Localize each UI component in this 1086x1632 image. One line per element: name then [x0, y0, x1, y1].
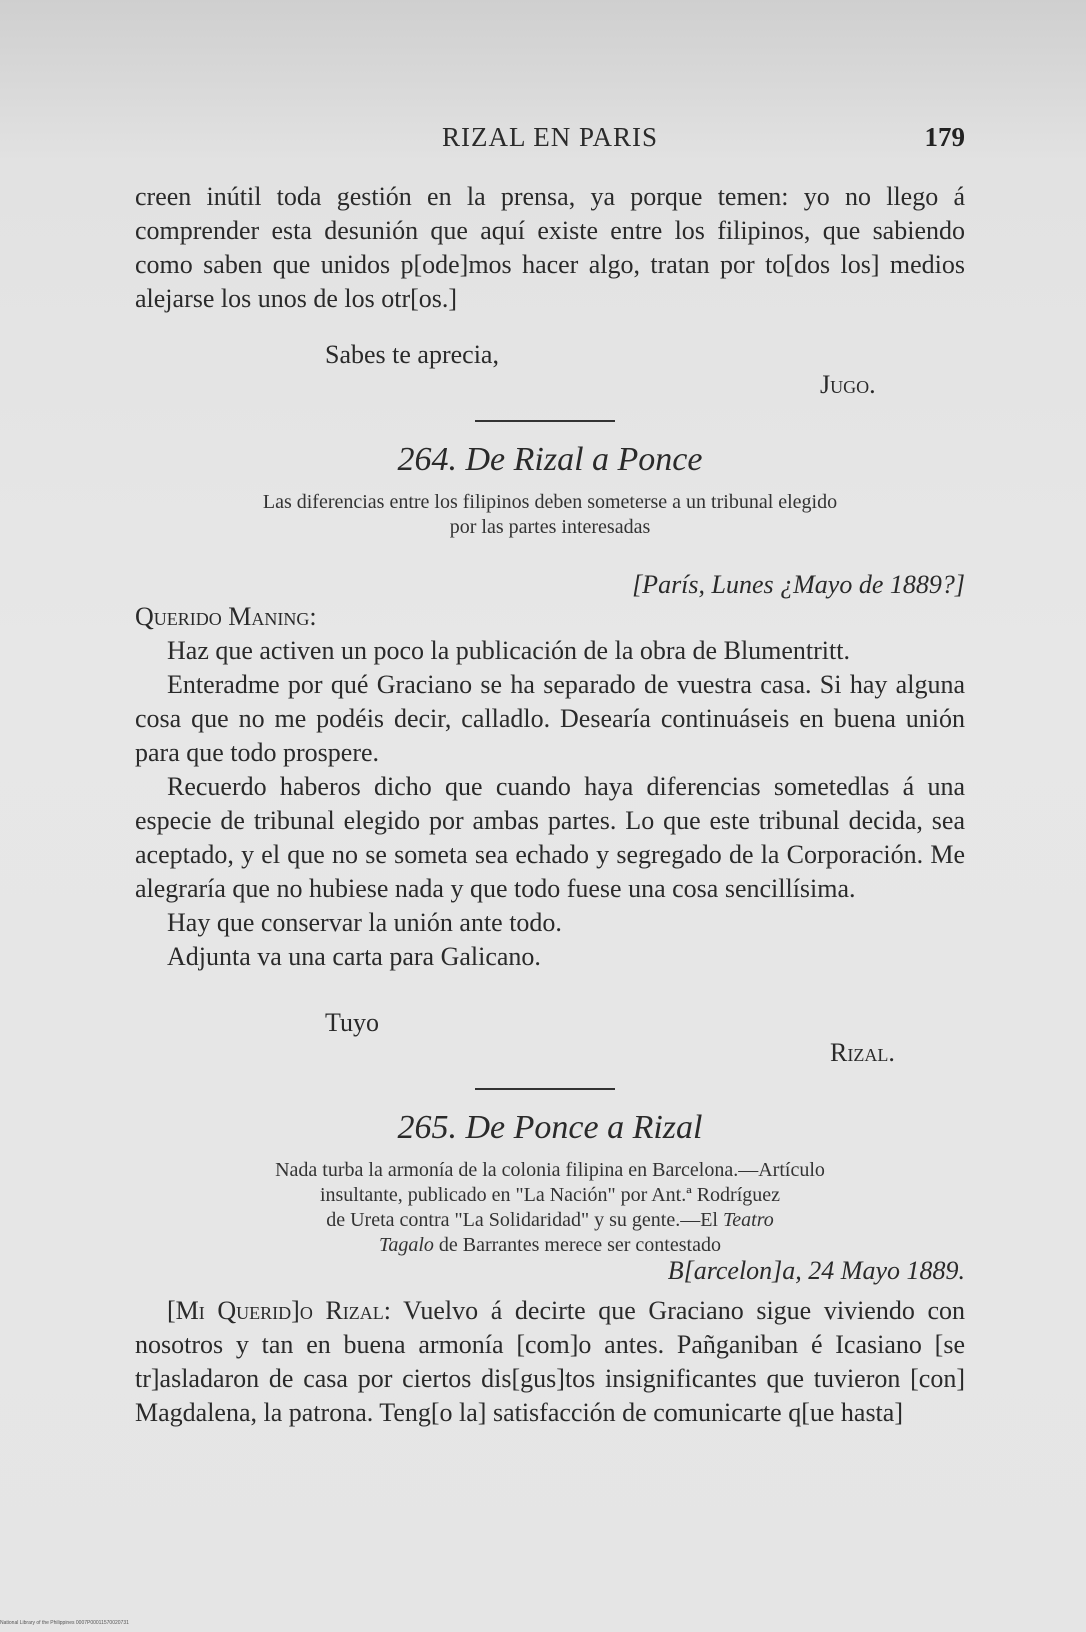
- letter-265-text: Vuelvo á decirte que Graciano sigue viviendo con nosotros y tan en buena armonía [com]o antes. Pañganiban é Icasiano [se tr]asladaron de casa por ciertos dis[gus]tos insignificantes que tuvieron [con] Magdalena, la patrona. Teng[o la] satisfacción de comunicarte q[ue hasta]: [135, 1296, 965, 1427]
- letter-265-title: De Ponce a Rizal: [465, 1109, 703, 1146]
- letter-265-date: B[arcelon]a, 24 Mayo 1889.: [667, 1256, 965, 1285]
- letter-264-summary-line: por las partes interesadas: [449, 516, 651, 538]
- running-header: [135, 122, 965, 162]
- letter-264-paragraph: Enteradme por qué Graciano se ha separado de vuestra casa. Si hay alguna cosa que no me podéis decir, calladlo. Desearía continuáseis en buena unión para que todo prospere.: [135, 670, 965, 767]
- letter-264-body: [135, 600, 965, 974]
- letter-265-salutation: [Mi Querid]o Rizal:: [167, 1296, 391, 1325]
- letter-264-signature: Rizal.: [830, 1038, 895, 1067]
- letter-end-signature: Jugo.: [820, 370, 876, 399]
- letter-265-summary-line: Nada turba la armonía de la colonia filipina en Barcelona.—Artículo: [275, 1159, 825, 1181]
- letter-264-paragraph: Haz que activen un poco la publicación de la obra de Blumentritt.: [167, 636, 850, 665]
- letter-265-summary-line: insultante, publicado en "La Nación" por Ant.ª Rodríguez: [319, 1184, 781, 1206]
- letter-265-summary-italic: Teatro: [723, 1209, 774, 1231]
- letter-264-summary: [135, 490, 965, 540]
- page-number: 179: [924, 122, 965, 152]
- letter-265-body: [135, 1294, 965, 1430]
- letter-264-title: De Rizal a Ponce: [465, 441, 703, 478]
- letter-264-heading: [135, 440, 965, 480]
- letter-264-summary-line: Las diferencias entre los filipinos deben someterse a un tribunal elegido: [262, 491, 838, 513]
- letter-265-summary-text: de Ureta contra "La Solidaridad" y su gente.—El: [326, 1209, 718, 1231]
- section-divider: [475, 1088, 615, 1090]
- letter-265-paragraph: [135, 1294, 965, 1430]
- letter-264-number: 264.: [397, 441, 457, 478]
- letter-265-number: 265.: [397, 1109, 457, 1146]
- letter-end-closing: Sabes te aprecia,: [325, 340, 499, 369]
- letter-265-heading: [135, 1108, 965, 1148]
- letter-264-date: [París, Lunes ¿Mayo de 1889?]: [632, 570, 965, 599]
- letter-264-paragraph: Hay que conservar la unión ante todo.: [167, 908, 562, 937]
- scan-footer: National Library of the Philippines 0007P00011570020731: [0, 1620, 129, 1626]
- letter-265-summary-text: de Barrantes merece ser contestado: [438, 1234, 721, 1256]
- letter-264-paragraph: Adjunta va una carta para Galicano.: [167, 942, 541, 971]
- letter-end: [135, 180, 965, 316]
- letter-265-summary: [135, 1158, 965, 1258]
- letter-264-closing: Tuyo: [325, 1008, 379, 1037]
- letter-end-paragraph: creen inútil toda gestión en la prensa, ya porque temen: yo no llego á comprender esta desunión que aquí existe entre los filipinos, que sabiendo como saben que unidos p[ode]mos hacer algo, tratan por to[dos los] medios alejarse los unos de los otr[os.]: [135, 182, 965, 313]
- letter-265-summary-line: [135, 1208, 965, 1233]
- letter-264-paragraph: Recuerdo haberos dicho que cuando haya diferencias sometedlas á una especie de tribunal elegido por ambas partes. Lo que este tribunal decida, sea aceptado, y el que no se someta sea echado y segregado de la Corporación. Me alegraría que no hubiese nada y que todo fuese una cosa sencillísima.: [135, 772, 965, 903]
- section-divider: [475, 420, 615, 422]
- letter-264-salutation: Querido Maning:: [135, 602, 317, 631]
- running-title: RIZAL EN PARIS: [441, 122, 659, 152]
- letter-265-summary-italic: Tagalo: [379, 1234, 434, 1256]
